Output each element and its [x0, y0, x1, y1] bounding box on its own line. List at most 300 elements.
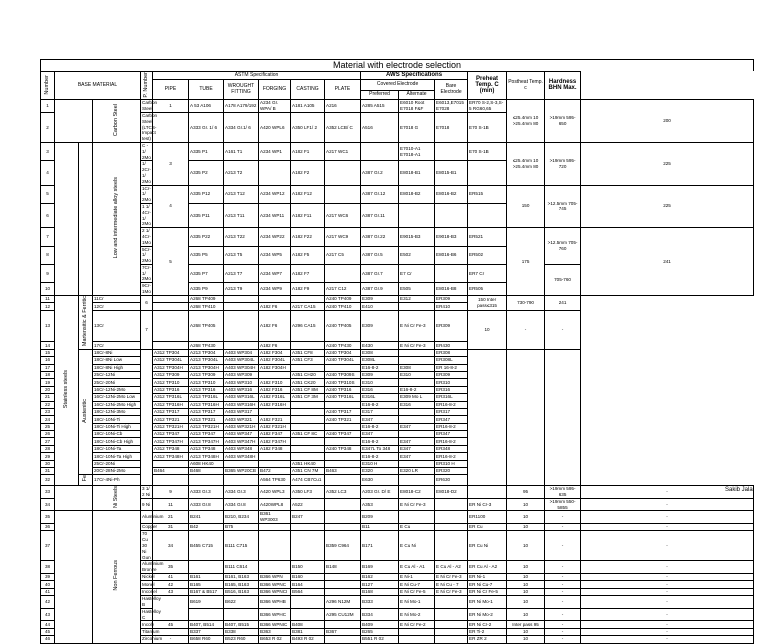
pipe-cell: B455 C715 — [189, 531, 224, 561]
plate-cell: B334 — [361, 608, 399, 621]
forging-header: FORGING — [259, 80, 291, 100]
bare-electrode-cell: ER347 — [435, 416, 468, 423]
tube-cell: A213 TP310 — [189, 379, 224, 386]
material-name: 18Cr-8Ni — [93, 349, 141, 356]
hardness-cell: - — [581, 596, 754, 609]
casting-cell: A217 WC9 — [325, 228, 361, 246]
wrought-fitting-cell: B366 WPHB — [259, 596, 291, 609]
casting-header: CASTING — [291, 80, 325, 100]
preferred-electrode-cell — [399, 511, 435, 524]
alternate-electrode-cell — [399, 379, 435, 386]
casting-cell: A295 CU12M — [325, 608, 361, 621]
wrought-fitting-cell: A403 WP316 — [224, 386, 259, 393]
bare-electrode-cell — [468, 203, 507, 227]
preferred-electrode-cell: E16-8-2 — [361, 453, 399, 460]
material-group — [93, 511, 141, 643]
alternate-electrode-cell — [435, 636, 468, 643]
p-number-cell: 9 — [153, 485, 189, 498]
row-number: 20 — [41, 386, 55, 393]
postheat-cell: - — [507, 310, 545, 349]
pipe-cell: A312 TP304H — [153, 364, 189, 371]
forging-cell: B247 — [291, 511, 325, 524]
wrought-fitting-cell: A420 WPL6 — [259, 112, 291, 142]
material-name: 18Cr-10Ni-Ta High — [93, 453, 141, 460]
bare-electrode-cell: ER Ni Mo-2 — [468, 608, 507, 621]
casting-cell: A351 CF8 — [291, 349, 325, 356]
pipe-cell — [153, 303, 189, 310]
forging-cell: A182 F22 — [291, 228, 325, 246]
plate-cell — [325, 475, 361, 485]
material-name: Inconel — [142, 589, 157, 595]
row-number: 10 — [41, 283, 55, 296]
tube-cell: B338 — [224, 628, 259, 635]
bare-electrode-cell: ER ZR 2 — [468, 636, 507, 643]
bare-electrode-cell: ER430 — [435, 342, 468, 349]
alternate-electrode-cell — [435, 608, 468, 621]
preheat-cell: 150 — [507, 185, 545, 228]
alternate-electrode-cell: E312 — [399, 295, 435, 302]
pipe-cell: A335 P9 — [189, 283, 224, 296]
wrought-fitting-cell: A234 WP9 — [259, 283, 291, 296]
forging-cell — [259, 371, 291, 378]
preheat-cell: 10 — [507, 574, 545, 581]
hardness-cell — [545, 349, 581, 485]
bare-electrode-cell: ER Cu Ni — [468, 531, 507, 561]
wrought-fitting-cell: B366 WPNIC — [259, 621, 291, 628]
wrought-fitting-cell — [259, 524, 291, 531]
table-row — [41, 561, 754, 574]
tube-cell: A213 TP304 — [189, 349, 224, 356]
forging-cell: A182 F347H — [259, 438, 291, 445]
material-name: 9Cr- 1Mo — [142, 283, 151, 295]
postheat-cell: - — [545, 561, 581, 574]
alternate-electrode-cell: E Ni Cr Fe-3 — [435, 574, 468, 581]
table-body — [41, 100, 754, 643]
alternate-electrode-cell — [435, 264, 468, 282]
tube-cell: A213 T11 — [224, 203, 259, 227]
wrought-fitting-cell — [259, 531, 291, 561]
bare-electrode-cell: ER317 — [435, 408, 468, 415]
forging-cell: A182 F304H — [259, 364, 291, 371]
material-name: 1 1/ 4Cr- 1/ 2Mo — [142, 203, 151, 227]
plate-cell: A240 TP405 — [325, 310, 361, 342]
casting-cell — [325, 588, 361, 595]
postheat-cell: - — [545, 588, 581, 595]
row-number: 12 — [41, 303, 55, 310]
material-name: Hastelloy B — [142, 596, 161, 607]
alternate-electrode-cell — [435, 142, 468, 160]
p-number-cell: 43 — [153, 588, 189, 595]
wrought-fitting-cell: A403 WP347 — [224, 431, 259, 438]
pipe-cell: A312 TP304 — [153, 349, 189, 356]
alternate-header: Alternate — [399, 91, 435, 100]
table-row — [41, 100, 754, 113]
material-name: 9 Ni — [141, 498, 153, 511]
postheat-cell: >19mm 595-720 — [545, 142, 581, 185]
postheat-cell — [507, 349, 545, 485]
forging-cell — [291, 524, 325, 531]
alternate-electrode-cell: E6013,E7015 E7028 — [435, 100, 468, 113]
postheat-cell: - — [545, 608, 581, 621]
postheat-cell: - — [545, 581, 581, 588]
preferred-electrode-cell — [399, 628, 435, 635]
row-number: 45 — [41, 628, 55, 635]
material-name: C - 1/ 2Mo — [142, 142, 151, 160]
material-name: 3 1/ 2 Ni — [141, 485, 153, 498]
material-name: 11Cr — [93, 295, 141, 302]
forging-cell — [259, 295, 291, 302]
casting-cell: A217 CA15 — [291, 303, 325, 310]
sheet-title: Material with electrode selection — [40, 59, 754, 71]
wrought-fitting-cell: A234 WP12 — [259, 185, 291, 203]
wrought-fitting-cell: A420 WPL3 — [259, 485, 291, 498]
pipe-cell: B658 R60 — [189, 636, 224, 643]
author-signature: Sakib Jalal — [724, 487, 754, 493]
p-number-cell: 41 — [153, 574, 189, 581]
bare-electrode-cell: ER 16-8-2 — [435, 364, 468, 371]
casting-cell — [325, 524, 361, 531]
bare-electrode-cell: ER16-8-2 — [435, 453, 468, 460]
bare-electrode-cell: ER70 S-2,S-3,S-5 RG60,65 — [468, 100, 507, 113]
forging-cell: A182 F316H — [259, 401, 291, 408]
material-name: 17Cr-4Ni-Ph — [93, 475, 141, 485]
forging-cell: A350 LF3 — [291, 485, 325, 498]
preferred-electrode-cell: E502 — [399, 246, 435, 264]
row-number: 6 — [41, 203, 55, 227]
row-number: 3 — [41, 142, 55, 160]
alternate-electrode-cell — [435, 498, 468, 511]
material-name: Aluminium — [141, 511, 153, 524]
tube-cell: A213 TP316 — [189, 386, 224, 393]
p-number-cell: - — [153, 636, 189, 643]
alternate-electrode-cell — [399, 475, 435, 485]
pipe-cell: B165 — [189, 581, 224, 588]
p-number-cell — [153, 112, 189, 142]
forging-cell: A350 LF1/ 2 — [291, 112, 325, 142]
plate-cell: A240 TP348 — [325, 445, 361, 452]
plate-cell: B463 — [325, 468, 361, 475]
material-name: Carbon Steel (LTCS-Impact test) — [142, 112, 158, 142]
forging-cell — [259, 460, 291, 467]
alternate-electrode-cell: E320 LR — [399, 468, 435, 475]
preferred-electrode-cell: E Ni Mo-1 — [399, 596, 435, 609]
p-number-cell: 4 — [153, 185, 189, 228]
row-number: 5 — [41, 185, 55, 203]
tube-cell: A213 TP347 — [189, 431, 224, 438]
alternate-electrode-cell — [435, 628, 468, 635]
pipe-cell: A335 P7 — [189, 264, 224, 282]
tube-cell: A268 TP410 — [189, 303, 224, 310]
preheat-cell: 10 — [507, 636, 545, 643]
bare-electrode-cell — [468, 485, 507, 498]
preferred-electrode-cell: E309 — [361, 295, 399, 302]
plate-cell — [325, 364, 361, 371]
bare-electrode-cell: ER Ni-1 — [468, 574, 507, 581]
row-number: 34 — [41, 498, 55, 511]
tube-cell: B111 C614 — [224, 561, 259, 574]
forging-cell: A182 F2 — [291, 161, 325, 185]
bare-electrode-cell: ER Ni Cr-2 — [468, 621, 507, 628]
bare-electrode-cell: ER505 — [468, 283, 507, 296]
preferred-electrode-cell: E310 H — [361, 460, 399, 467]
row-number: 17 — [41, 364, 55, 371]
bare-electrode-cell: ER Ni Cu-7 — [468, 581, 507, 588]
tube-cell: A213 TP316H — [189, 401, 224, 408]
wrought-fitting-cell: A403 WP304L — [224, 357, 259, 364]
wrought-fitting-cell: A234 WP22 — [259, 228, 291, 246]
forging-cell: A182 F316 — [259, 386, 291, 393]
alternate-electrode-cell: E310 — [399, 371, 435, 378]
bare-electrode-cell: ER316L — [435, 394, 468, 401]
plate-cell: A516 — [361, 112, 399, 142]
wrought-fitting-cell — [259, 561, 291, 574]
preferred-electrode-cell: E9015-B3 — [399, 228, 435, 246]
plate-cell: B333 — [361, 596, 399, 609]
forging-cell: A182 F6 — [259, 310, 291, 342]
pipe-cell: A335 P5 — [189, 246, 224, 264]
casting-cell — [291, 453, 325, 460]
material-name: 18Cr-8Ni High — [93, 364, 141, 371]
p-number-cell: 7 — [141, 310, 153, 349]
table-row — [41, 636, 754, 643]
forging-cell: A182 F321 — [259, 416, 291, 423]
postheat-cell: >19mm 595-635 — [545, 485, 581, 498]
preheat-cell: 10 — [507, 524, 545, 531]
pipe-cell: A312 TP316H — [153, 401, 189, 408]
casting-cell — [291, 416, 325, 423]
material-group-label: Ni Steels — [112, 485, 119, 508]
preheat-cell — [468, 349, 507, 485]
p-number-cell: 3 — [153, 142, 189, 185]
row-number: 40 — [41, 581, 55, 588]
preferred-electrode-cell: E8018-B1 — [399, 161, 435, 185]
wrought-fitting-cell: A403 WP321 — [224, 416, 259, 423]
bare-electrode-cell: ER308 — [435, 349, 468, 356]
casting-cell: A217 C12 — [325, 283, 361, 296]
p-number-cell: 31 — [153, 524, 189, 531]
pipe-cell: A 53 A106 — [189, 100, 224, 113]
table-row — [41, 574, 754, 581]
row-number: 4 — [41, 161, 55, 185]
row-number: 42 — [41, 596, 55, 609]
pipe-cell: B161 — [189, 574, 224, 581]
pipe-cell: B337 — [189, 628, 224, 635]
preferred-electrode-cell: E Ni Cr Fe-5 — [399, 588, 435, 595]
table-row — [41, 228, 754, 246]
postheat-cell: 730-790 — [507, 295, 545, 310]
wrought-fitting-cell — [224, 295, 259, 302]
wrought-fitting-cell: A403 WP316L — [224, 394, 259, 401]
forging-cell: A182 F304L — [259, 357, 291, 364]
material-name: 25Cr-20Ni — [93, 379, 141, 386]
preheat-cell: 10 — [507, 588, 545, 595]
preheat-cell: 10 — [507, 581, 545, 588]
hardness-cell: - — [581, 581, 754, 588]
plate-cell — [325, 460, 361, 467]
preferred-electrode-cell: E630 — [361, 475, 399, 485]
material-name: 18Cr-10Ni-Cb High — [93, 438, 141, 445]
preheat-cell: 10 — [507, 531, 545, 561]
alternate-electrode-cell — [435, 524, 468, 531]
material-group-label: Stainless steels — [62, 369, 69, 408]
p-number-cell: 11 — [153, 498, 189, 511]
pipe-cell: B241 — [189, 511, 224, 524]
row-number: 39 — [41, 574, 55, 581]
row-number: 13 — [41, 310, 55, 342]
table-row — [41, 608, 754, 621]
postheat-header: Postheat Temp. c — [507, 72, 545, 100]
pipe-cell: A312 TP347H — [153, 438, 189, 445]
hardness-cell: 200 — [581, 100, 754, 143]
bare-electrode-cell: E70 S-1B — [468, 142, 507, 160]
preheat-header: Preheat Temp. C (min) — [468, 72, 507, 100]
material-name: Monel — [142, 581, 155, 587]
wrought-fitting-cell: A234 WP11 — [259, 203, 291, 227]
forging-cell: A182 F348 — [259, 445, 291, 452]
postheat-cell: - — [545, 524, 581, 531]
hardness-cell: - — [581, 628, 754, 635]
tube-cell: B210, B234 — [224, 511, 259, 524]
material-name: Carbon Steel — [142, 100, 158, 112]
selection-table — [40, 71, 754, 644]
row-number: 29 — [41, 453, 55, 460]
bare-electrode-cell: ER521 — [468, 228, 507, 246]
tube-cell: A213 TP304L — [189, 357, 224, 364]
plate-cell: A387 Gr.5 — [361, 246, 399, 264]
material-name: 25Cr-20Ni — [93, 460, 141, 467]
tube-cell: A213 T12 — [224, 185, 259, 203]
p-number-cell: 21 — [153, 511, 189, 524]
forging-cell: A181 A105 — [291, 100, 325, 113]
pipe-cell: B464 — [153, 468, 189, 475]
forging-cell: A182 F1 — [291, 142, 325, 160]
postheat-cell: >19mm 550-5855 — [545, 498, 581, 511]
pipe-cell — [153, 295, 189, 302]
material-name: Hastelloy C — [142, 608, 161, 620]
casting-cell: A217 C5 — [325, 246, 361, 264]
forging-cell: A182 F316L — [259, 394, 291, 401]
bare-electrode-cell: ER7 Cr — [468, 264, 507, 282]
tube-cell: A213 TP321 — [189, 416, 224, 423]
postheat-cell: 705-760 — [545, 264, 581, 295]
material-name: 5Cr- 1/ 2Mo — [142, 246, 151, 264]
hardness-cell: - — [581, 588, 754, 595]
material-name: Copper — [142, 524, 158, 530]
tube-cell: A178 A179/192 — [224, 100, 259, 113]
pipe-cell: A335 P2 — [189, 161, 224, 185]
forging-cell — [259, 453, 291, 460]
plate-cell: B127 — [361, 581, 399, 588]
wrought-fitting-cell: A234 Gr. WPA/ B — [259, 100, 291, 113]
wrought-fitting-cell — [224, 475, 259, 485]
p-number-cell — [141, 349, 153, 485]
wrought-fitting-cell: A234 WP7 — [259, 264, 291, 282]
tube-cell: A213 TP348H — [189, 453, 224, 460]
casting-cell: A352 LCB/ C — [325, 112, 361, 142]
preferred-electrode-cell: E347 — [361, 416, 399, 423]
pipe-cell — [153, 342, 189, 349]
wrought-fitting-cell: A403 WP309 — [224, 371, 259, 378]
p-number-cell: 34 — [153, 531, 189, 561]
preferred-electrode-cell: E316L — [361, 394, 399, 401]
row-number: 28 — [41, 445, 55, 452]
tube-cell: B468 — [189, 468, 224, 475]
row-number: 14 — [41, 342, 55, 349]
forging-cell: B564 — [291, 588, 325, 595]
material-group — [93, 100, 141, 143]
astm-header: ASTM Specification — [153, 72, 361, 80]
casting-cell: A217 WC1 — [325, 142, 361, 160]
plate-cell: A387 Gr.22 — [361, 228, 399, 246]
row-number: 8 — [41, 246, 55, 264]
material-name: 1/ 2Cr- 1/ 2Mo — [142, 161, 151, 184]
casting-cell: B367 — [325, 628, 361, 635]
plate-cell: B265 — [361, 628, 399, 635]
wrought-fitting-cell: A403 WP348H — [224, 453, 259, 460]
pipe-cell: A312 TP321 — [153, 416, 189, 423]
forging-cell: A182 F11 — [291, 203, 325, 227]
pipe-cell: A333 Gr. 1/ 6 — [189, 112, 224, 142]
casting-cell: B359 C964 — [325, 531, 361, 561]
plate-cell: A240 TP317 — [325, 408, 361, 415]
row-number: 25 — [41, 423, 55, 430]
casting-cell — [325, 574, 361, 581]
material-group — [55, 142, 79, 295]
pipe-cell: A312 TP304L — [153, 357, 189, 364]
tube-cell: B622 — [224, 596, 259, 609]
preferred-electrode-cell: E309 — [361, 310, 399, 342]
table-row — [41, 596, 754, 609]
alternate-electrode-cell: E Ni Cr Fe-3 — [399, 310, 435, 342]
table-row — [41, 621, 754, 628]
pipe-cell: A333 Gr.3 — [189, 485, 224, 498]
material-name: Aluminium Bronze — [142, 561, 164, 573]
forging-cell: A182 F5 — [291, 246, 325, 264]
postheat-cell: >19mm 595-650 — [545, 100, 581, 143]
casting-cell: A296 N12M — [325, 596, 361, 609]
pipe-cell: A312 TP317 — [153, 408, 189, 415]
table-row — [41, 295, 754, 302]
row-number: 27 — [41, 438, 55, 445]
bare-electrode-cell: ER16-8-2 — [435, 401, 468, 408]
material-group-label: Austenitic — [81, 398, 88, 423]
preheat-cell: 10 — [507, 628, 545, 635]
pipe-cell: A312 TP321H — [153, 423, 189, 430]
preheat-cell: 150 Inter pass≤315 — [468, 295, 507, 310]
plate-cell: A240 TP310S — [325, 379, 361, 386]
bare-electrode-cell: ER310 H — [435, 460, 468, 467]
plate-cell: B551 R 02 — [361, 636, 399, 643]
material-name: 18Cr-10Ni-Cb — [93, 431, 141, 438]
casting-cell — [325, 161, 361, 185]
forging-cell: A182 F347 — [259, 431, 291, 438]
plate-cell — [361, 142, 399, 160]
postheat-cell: - — [545, 511, 581, 524]
material-name: Titanium — [142, 629, 160, 635]
preferred-electrode-cell: E Ni Cu-7 — [399, 581, 435, 588]
plate-cell: A240 TP304 — [325, 349, 361, 356]
p-number-cell: 42 — [153, 581, 189, 588]
table-header — [41, 72, 754, 100]
plate-cell: A285 A515 — [361, 100, 399, 113]
forging-cell: A182 F6 — [259, 303, 291, 310]
casting-cell — [325, 264, 361, 282]
bare-electrode-cell: ER308L — [435, 357, 468, 364]
forging-cell: A182 F12 — [291, 185, 325, 203]
material-group-label: Fe — [81, 475, 88, 482]
casting-cell — [291, 401, 325, 408]
casting-cell — [325, 621, 361, 628]
